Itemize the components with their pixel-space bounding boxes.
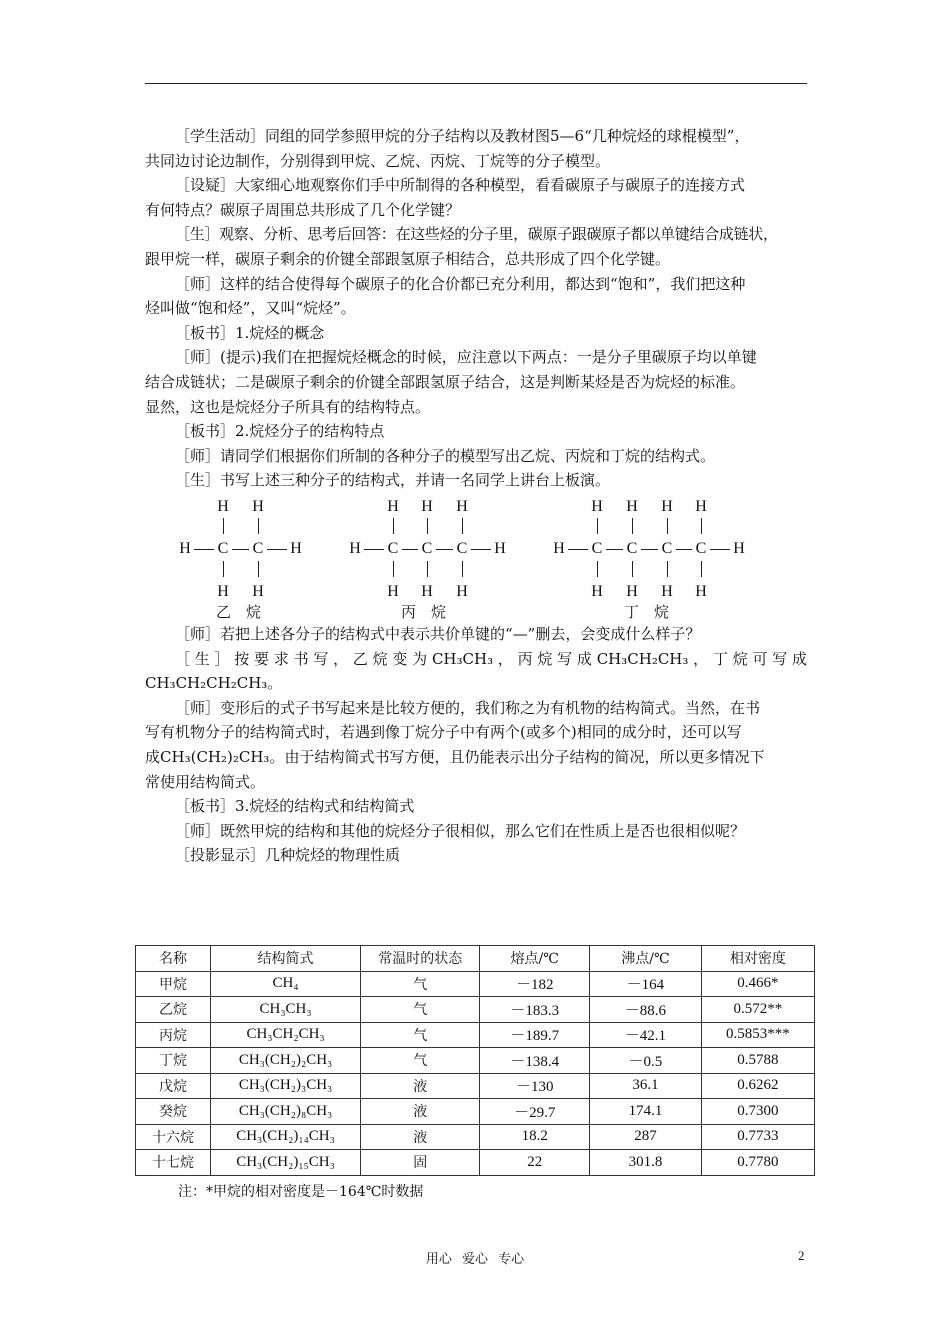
cell-state: 气 <box>361 1048 480 1074</box>
bond-vertical <box>667 561 668 577</box>
cell-density: 0.466* <box>701 971 814 997</box>
paragraph-board-2: ［板书］2.烷烃分子的结构特点 <box>175 422 385 441</box>
cell-density: 0.572** <box>701 997 814 1023</box>
cell-melting: 18.2 <box>480 1124 590 1150</box>
bond-vertical <box>427 561 428 577</box>
bond-vertical <box>632 561 633 577</box>
formula-ethane: CH₃CH₃ <box>431 649 494 668</box>
paragraph-student-activity: ［学生活动］同组的同学参照甲烷的分子结构以及教材图5—6“几种烷烃的球棍模型”， <box>175 127 750 145</box>
cell-density: 0.6262 <box>701 1073 814 1099</box>
cell-density: 0.7780 <box>701 1150 814 1176</box>
atom-c: C <box>217 540 229 557</box>
header-rule <box>145 83 807 84</box>
paragraph-teacher-hint-cont: 结合成链状；二是碳原子剩余的价键全部跟氢原子结合，这是判断某烃是否为烷烃的标准。 <box>145 372 746 391</box>
cell-boiling: 287 <box>590 1124 702 1150</box>
atom-h: H <box>179 540 191 557</box>
cell-formula: CH₃(CH₂)₁₅CH₃ <box>210 1150 360 1176</box>
cell-name: 十七烷 <box>136 1150 211 1176</box>
paragraph-teacher-condensed: ［师］变形后的式子书写起来是比较方便的，我们称之为有机物的结构简式。当然，在书 <box>175 698 761 717</box>
atom-h: H <box>626 498 638 515</box>
bond-vertical <box>393 561 394 577</box>
answer-prefix: ［生］按要求书写，乙烷变为 <box>175 649 432 668</box>
paragraph-teacher-saturation-cont: 烃叫做“饱和烃”，又叫“烷烃”。 <box>145 299 356 318</box>
cell-boiling: －0.5 <box>590 1048 702 1074</box>
atom-h: H <box>349 540 361 557</box>
cell-name: 戊烷 <box>136 1073 211 1099</box>
bond-vertical <box>597 518 598 534</box>
bond-horizontal <box>436 549 453 550</box>
cell-melting: －29.7 <box>480 1099 590 1125</box>
cell-melting: －183.3 <box>480 997 590 1023</box>
atom-h: H <box>695 583 707 600</box>
cell-state: 固 <box>361 1150 480 1176</box>
cell-state: 液 <box>361 1099 480 1125</box>
bond-vertical <box>223 561 224 577</box>
paragraph-teacher-properties: ［师］既然甲烷的结构和其他的烷烃分子很相似，那么它们在性质上是否也很相似呢？ <box>175 821 746 840</box>
cell-boiling: 301.8 <box>590 1150 702 1176</box>
bond-horizontal <box>232 549 249 550</box>
bond-vertical <box>427 518 428 534</box>
ethane-label: 乙 烷 <box>216 603 262 621</box>
atom-h: H <box>252 583 264 600</box>
atom-h: H <box>456 583 468 600</box>
paragraph-student-answer: ［生］观察、分析、思考后回答：在这些烃的分子里，碳原子跟碳原子都以单键结合成链状， <box>175 225 778 244</box>
cell-density: 0.5853*** <box>701 1022 814 1048</box>
bond-horizontal <box>194 549 214 550</box>
bond-vertical <box>258 561 259 577</box>
bond-vertical <box>701 518 702 534</box>
text-prefix: 成 <box>145 747 161 766</box>
table-row <box>136 1048 815 1074</box>
bond-vertical <box>462 518 463 534</box>
header-state: 常温时的状态 <box>361 946 480 972</box>
paragraph-student-condensed-cont <box>145 671 807 696</box>
atom-h: H <box>733 540 745 557</box>
cell-formula: CH₄ <box>210 971 360 997</box>
cell-boiling: －164 <box>590 971 702 997</box>
atom-h: H <box>421 583 433 600</box>
table-row <box>136 1124 815 1150</box>
atom-h: H <box>387 583 399 600</box>
butane-label: 丁 烷 <box>624 603 670 621</box>
bond-horizontal <box>710 549 730 550</box>
paragraph-question: ［设疑］大家细心地观察你们手中所制得的各种模型，看看碳原子与碳原子的连接方式 <box>175 176 746 195</box>
cell-boiling: 174.1 <box>590 1099 702 1125</box>
atom-h: H <box>252 498 264 515</box>
text-block-lower <box>145 622 807 868</box>
table-row <box>136 1022 815 1048</box>
paragraph-teacher-request: ［师］请同学们根据你们所制的各种分子的模型写出乙烷、丙烷和丁烷的结构式。 <box>175 446 716 465</box>
bond-horizontal <box>402 549 418 550</box>
atom-h: H <box>217 583 229 600</box>
cell-boiling: －88.6 <box>590 997 702 1023</box>
atom-h: H <box>553 540 565 557</box>
cell-formula: CH₃(CH₂)₃CH₃ <box>210 1073 360 1099</box>
cell-formula: CH₃(CH₂)₂CH₃ <box>210 1048 360 1074</box>
atom-h: H <box>591 583 603 600</box>
cell-state: 液 <box>361 1073 480 1099</box>
text-block-upper <box>145 124 807 493</box>
atom-c: C <box>591 540 603 557</box>
paragraph-question-cont: 有何特点？碳原子周围总共形成了几个化学键？ <box>145 200 461 219</box>
cell-state: 气 <box>361 997 480 1023</box>
header-density: 相对密度 <box>701 946 814 972</box>
atom-h: H <box>421 498 433 515</box>
paragraph-student-condensed <box>145 647 807 672</box>
cell-boiling: 36.1 <box>590 1073 702 1099</box>
bond-horizontal <box>676 549 692 550</box>
atom-h: H <box>494 540 506 557</box>
cell-formula: CH₃CH₂CH₃ <box>210 1022 360 1048</box>
cell-melting: －138.4 <box>480 1048 590 1074</box>
answer-mid-1: ，丙烷写成 <box>493 649 597 668</box>
atom-c: C <box>421 540 433 557</box>
paragraph-teacher-remove-bonds: ［师］若把上述各分子的结构式中表示共价单键的“—”删去，会变成什么样子？ <box>175 625 701 643</box>
cell-state: 液 <box>361 1124 480 1150</box>
atom-h: H <box>456 498 468 515</box>
cell-name: 乙烷 <box>136 997 211 1023</box>
propane-label: 丙 烷 <box>401 603 447 621</box>
answer-end: 。 <box>267 674 283 693</box>
table-row <box>136 971 815 997</box>
bond-vertical <box>258 518 259 534</box>
bond-horizontal <box>267 549 287 550</box>
formula-butane: CH₃CH₂CH₂CH₃ <box>145 674 268 693</box>
bond-horizontal <box>606 549 623 550</box>
atom-h: H <box>661 498 673 515</box>
paragraph-student-write: ［生］书写上述三种分子的结构式，并请一名同学上讲台上板演。 <box>175 471 611 490</box>
atom-c: C <box>695 540 707 557</box>
formula-butane-short: CH₃(CH₂)₂CH₃ <box>160 747 270 766</box>
paragraph-projection: ［投影显示］几种烷烃的物理性质 <box>175 846 401 865</box>
paragraph-teacher-hint-end: 显然，这也是烷烃分子所具有的结构特点。 <box>145 397 431 416</box>
table-row <box>136 1099 815 1125</box>
page-number: 2 <box>798 1248 805 1263</box>
paragraph-teacher-condensed-cont: 写有机物分子的结构简式时，若遇到像丁烷分子中有两个(或多个)相同的成分时，还可以写 <box>145 723 742 742</box>
cell-boiling: －42.1 <box>590 1022 702 1048</box>
table-header-row <box>136 946 815 972</box>
cell-melting: －182 <box>480 971 590 997</box>
atom-h: H <box>661 583 673 600</box>
bond-vertical <box>701 561 702 577</box>
header-formula: 结构简式 <box>210 946 360 972</box>
atom-h: H <box>591 498 603 515</box>
paragraph-board-1: ［板书］1.烷烃的概念 <box>175 323 325 342</box>
header-name: 名称 <box>136 946 211 972</box>
bond-horizontal <box>471 549 491 550</box>
footer-motto: 用心 爱心 专心 <box>425 1252 525 1267</box>
atom-c: C <box>456 540 468 557</box>
cell-state: 气 <box>361 1022 480 1048</box>
atom-c: C <box>387 540 399 557</box>
table-row <box>136 1150 815 1176</box>
atom-h: H <box>626 583 638 600</box>
atom-c: C <box>661 540 673 557</box>
bond-horizontal <box>641 549 658 550</box>
cell-melting: 22 <box>480 1150 590 1176</box>
cell-formula: CH₃CH₃ <box>210 997 360 1023</box>
paragraph-student-answer-cont: 跟甲烷一样，碳原子剩余的价键全部跟氢原子相结合，总共形成了四个化学键。 <box>145 249 671 268</box>
paragraph-teacher-condensed-end: 常使用结构简式。 <box>145 772 266 791</box>
cell-density: 0.7733 <box>701 1124 814 1150</box>
cell-name: 丁烷 <box>136 1048 211 1074</box>
bond-vertical <box>223 518 224 534</box>
paragraph-teacher-saturation: ［师］这样的结合使得每个碳原子的化合价都已充分利用，都达到“饱和”，我们把这种 <box>175 274 746 293</box>
table-note: 注：*甲烷的相对密度是－164℃时数据 <box>178 1184 424 1200</box>
text-rest: 。由于结构简式书写方便，且仍能表示出分子结构的简况，所以更多情况下 <box>269 747 765 766</box>
cell-melting: －130 <box>480 1073 590 1099</box>
atom-c: C <box>252 540 264 557</box>
formula-propane: CH₃CH₂CH₃ <box>596 649 689 668</box>
bond-horizontal <box>364 549 384 550</box>
paragraph-board-3: ［板书］3.烷烃的结构式和结构简式 <box>175 797 415 816</box>
atom-c: C <box>626 540 638 557</box>
bond-vertical <box>462 561 463 577</box>
cell-density: 0.7300 <box>701 1099 814 1125</box>
bond-vertical <box>667 518 668 534</box>
cell-formula: CH₃(CH₂)₁₄CH₃ <box>210 1124 360 1150</box>
bond-vertical <box>393 518 394 534</box>
cell-name: 十六烷 <box>136 1124 211 1150</box>
bond-vertical <box>632 518 633 534</box>
atom-h: H <box>695 498 707 515</box>
atom-h: H <box>290 540 302 557</box>
cell-name: 癸烷 <box>136 1099 211 1125</box>
cell-density: 0.5788 <box>701 1048 814 1074</box>
table-row <box>136 1073 815 1099</box>
answer-mid-2: ，丁烷可写成 <box>688 649 807 668</box>
paragraph-student-activity-cont: 共同边讨论边制作，分别得到甲烷、乙烷、丙烷、丁烷等的分子模型。 <box>145 151 611 170</box>
cell-name: 丙烷 <box>136 1022 211 1048</box>
cell-formula: CH₃(CH₂)₈CH₃ <box>210 1099 360 1125</box>
header-boiling-point: 沸点/℃ <box>590 946 702 972</box>
cell-name: 甲烷 <box>136 971 211 997</box>
atom-h: H <box>217 498 229 515</box>
alkane-properties-table <box>135 945 815 1176</box>
paragraph-teacher-condensed-cont2 <box>145 745 807 770</box>
atom-h: H <box>387 498 399 515</box>
cell-melting: －189.7 <box>480 1022 590 1048</box>
paragraph-teacher-hint: ［师］(提示)我们在把握烷烃概念的时候，应注意以下两点：一是分子里碳原子均以单键 <box>175 348 757 367</box>
table-row <box>136 997 815 1023</box>
cell-state: 气 <box>361 971 480 997</box>
bond-vertical <box>597 561 598 577</box>
bond-horizontal <box>568 549 588 550</box>
header-melting-point: 熔点/℃ <box>480 946 590 972</box>
